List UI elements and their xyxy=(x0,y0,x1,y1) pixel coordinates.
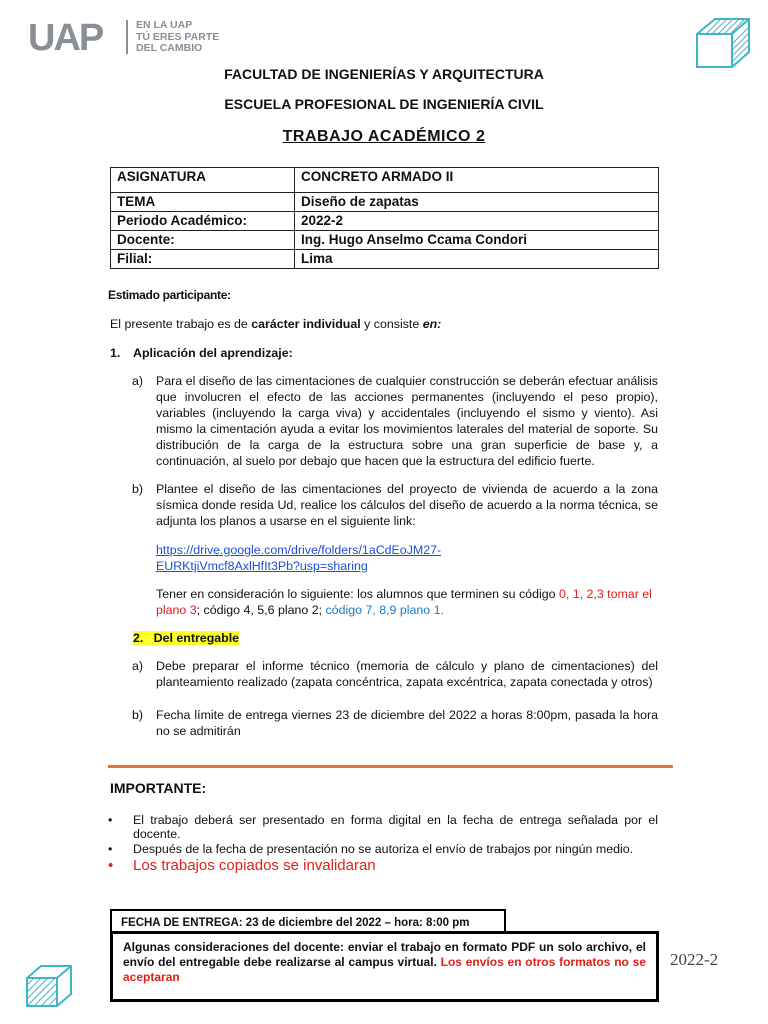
notes-red: Los envíos en otros formatos no se aceptaran xyxy=(123,955,646,984)
table-row xyxy=(111,231,659,250)
school-title: ESCUELA PROFESIONAL DE INGENIERÍA CIVIL xyxy=(224,96,544,112)
greeting: Estimado participante: xyxy=(108,288,231,302)
notes-box xyxy=(110,931,659,1002)
table-value: Ing. Hugo Anselmo Ccama Condori xyxy=(295,231,659,250)
note-red: 0, 1, 2,3 tomar el plano 3 xyxy=(156,587,652,617)
tagline-line-3: DEL CAMBIO xyxy=(136,42,203,54)
faculty-title: FACULTAD DE INGENIERÍAS Y ARQUITECTURA xyxy=(224,66,544,82)
drive-link-line-2[interactable]: EURKtjiVmcf8AxlHfIt3Pb?usp=sharing xyxy=(156,559,368,573)
intro-bold: carácter individual xyxy=(251,317,361,331)
bullet: • xyxy=(108,857,114,874)
table-key: Filial: xyxy=(111,250,295,269)
table-key: Docente: xyxy=(111,231,295,250)
cube-icon xyxy=(694,16,752,70)
work-title: TRABAJO ACADÉMICO 2 xyxy=(282,128,486,145)
item-mark: b) xyxy=(132,708,144,722)
important-text: Después de la fecha de presentación no se autoriza el envío de trabajos por ningún medio. xyxy=(133,842,634,856)
table-row xyxy=(111,250,659,269)
cube-icon xyxy=(24,963,74,1009)
bullet: • xyxy=(108,813,113,827)
intro-mid: y consiste xyxy=(360,317,423,331)
deadline-box: FECHA DE ENTREGA: 23 de diciembre del 2022 – hora: 8:00 pm xyxy=(110,909,506,933)
note-pre: Tener en consideración lo siguiente: los alumnos que terminen su código xyxy=(156,587,559,601)
note-mid: ; código 4, 5,6 plano 2; xyxy=(196,603,326,617)
section-1-item-b xyxy=(132,481,658,529)
item-mark: a) xyxy=(132,659,144,673)
important-item xyxy=(108,842,658,856)
table-row xyxy=(111,212,659,231)
logo-tagline xyxy=(136,20,219,55)
tagline-line-2: TÚ ERES PARTE xyxy=(136,30,220,43)
table-row xyxy=(111,168,659,193)
table-value: 2022-2 xyxy=(295,212,659,231)
orange-divider xyxy=(108,765,673,768)
table-key: Periodo Académico: xyxy=(111,212,295,231)
important-title: IMPORTANTE: xyxy=(110,780,207,796)
intro-paragraph xyxy=(110,316,441,332)
section-1-title: Aplicación del aprendizaje: xyxy=(133,346,293,360)
section-1-heading xyxy=(110,345,293,361)
item-mark: b) xyxy=(132,482,144,496)
section-2-title: Del entregable xyxy=(153,631,240,645)
table-key: ASIGNATURA xyxy=(111,168,295,193)
info-table xyxy=(110,167,659,269)
logo-divider xyxy=(126,20,128,54)
section-2-item-a xyxy=(132,658,658,690)
drive-link[interactable] xyxy=(156,542,441,574)
table-key: TEMA xyxy=(111,193,295,212)
footer-year: 2022-2 xyxy=(670,950,719,969)
code-note xyxy=(156,586,660,618)
note-blue: código 7, 8,9 plano 1. xyxy=(325,603,444,617)
item-text: Para el diseño de las cimentaciones de cualquier construcción se deberán efectuar análisis que involucren el efecto de las acciones permanentes (incluyendo el peso propio), variables (incluyendo la carga viva) y accidentales (incluyendo el sismo y viento). Asi mismo la cimentación ayuda a evitar los movimientos laterales del material de soporte. Su distribución de la carga de la estructura sobre una gran superficie de base y, a continuación, al suelo por debajo que hacen que la estructura del edificio fuerte. xyxy=(156,374,658,468)
notes-text: Algunas consideraciones del docente: enviar el trabajo en formato PDF un solo archivo, el envío del entregable debe realizarse al campus virtual. xyxy=(123,940,646,969)
table-value: Lima xyxy=(295,250,659,269)
intro-emph: en: xyxy=(422,317,442,331)
important-item xyxy=(108,813,658,841)
section-2-number: 2. xyxy=(133,631,144,645)
table-row xyxy=(111,193,659,212)
item-text: Debe preparar el informe técnico (memoria de cálculo y plano de cimentaciones) del planteamiento realizado (zapata concéntrica, zapata excéntrica, zapata conectada y otros) xyxy=(156,659,658,689)
item-text: Fecha límite de entrega viernes 23 de diciembre del 2022 a horas 8:00pm, pasada la hora no se admitirán xyxy=(156,708,658,738)
section-1-number: 1. xyxy=(110,346,121,360)
section-1-item-a xyxy=(132,373,658,469)
section-2-item-b xyxy=(132,707,658,739)
important-item xyxy=(108,857,658,874)
table-value: CONCRETO ARMADO II xyxy=(295,168,659,193)
table-value: Diseño de zapatas xyxy=(295,193,659,212)
important-text: El trabajo deberá ser presentado en forma digital en la fecha de entrega señalada por el docente. xyxy=(133,813,658,841)
item-mark: a) xyxy=(132,374,144,388)
uap-logo: UAP xyxy=(28,17,103,59)
bullet: • xyxy=(108,842,113,856)
item-text: Plantee el diseño de las cimentaciones del proyecto de vivienda de acuerdo a la zona sísmica donde resida Ud, realice los cálculos del diseño de acuerdo a la norma técnica, se adjunta los planos a usarse en el siguiente link: xyxy=(156,482,658,528)
important-text: Los trabajos copiados se invalidaran xyxy=(133,857,376,874)
drive-link-line-1[interactable]: https://drive.google.com/drive/folders/1aCdEoJM27- xyxy=(156,543,442,557)
tagline-line-1: EN LA UAP xyxy=(136,19,193,31)
intro-pre: El presente trabajo es de xyxy=(110,317,252,331)
section-2-heading xyxy=(133,630,239,646)
